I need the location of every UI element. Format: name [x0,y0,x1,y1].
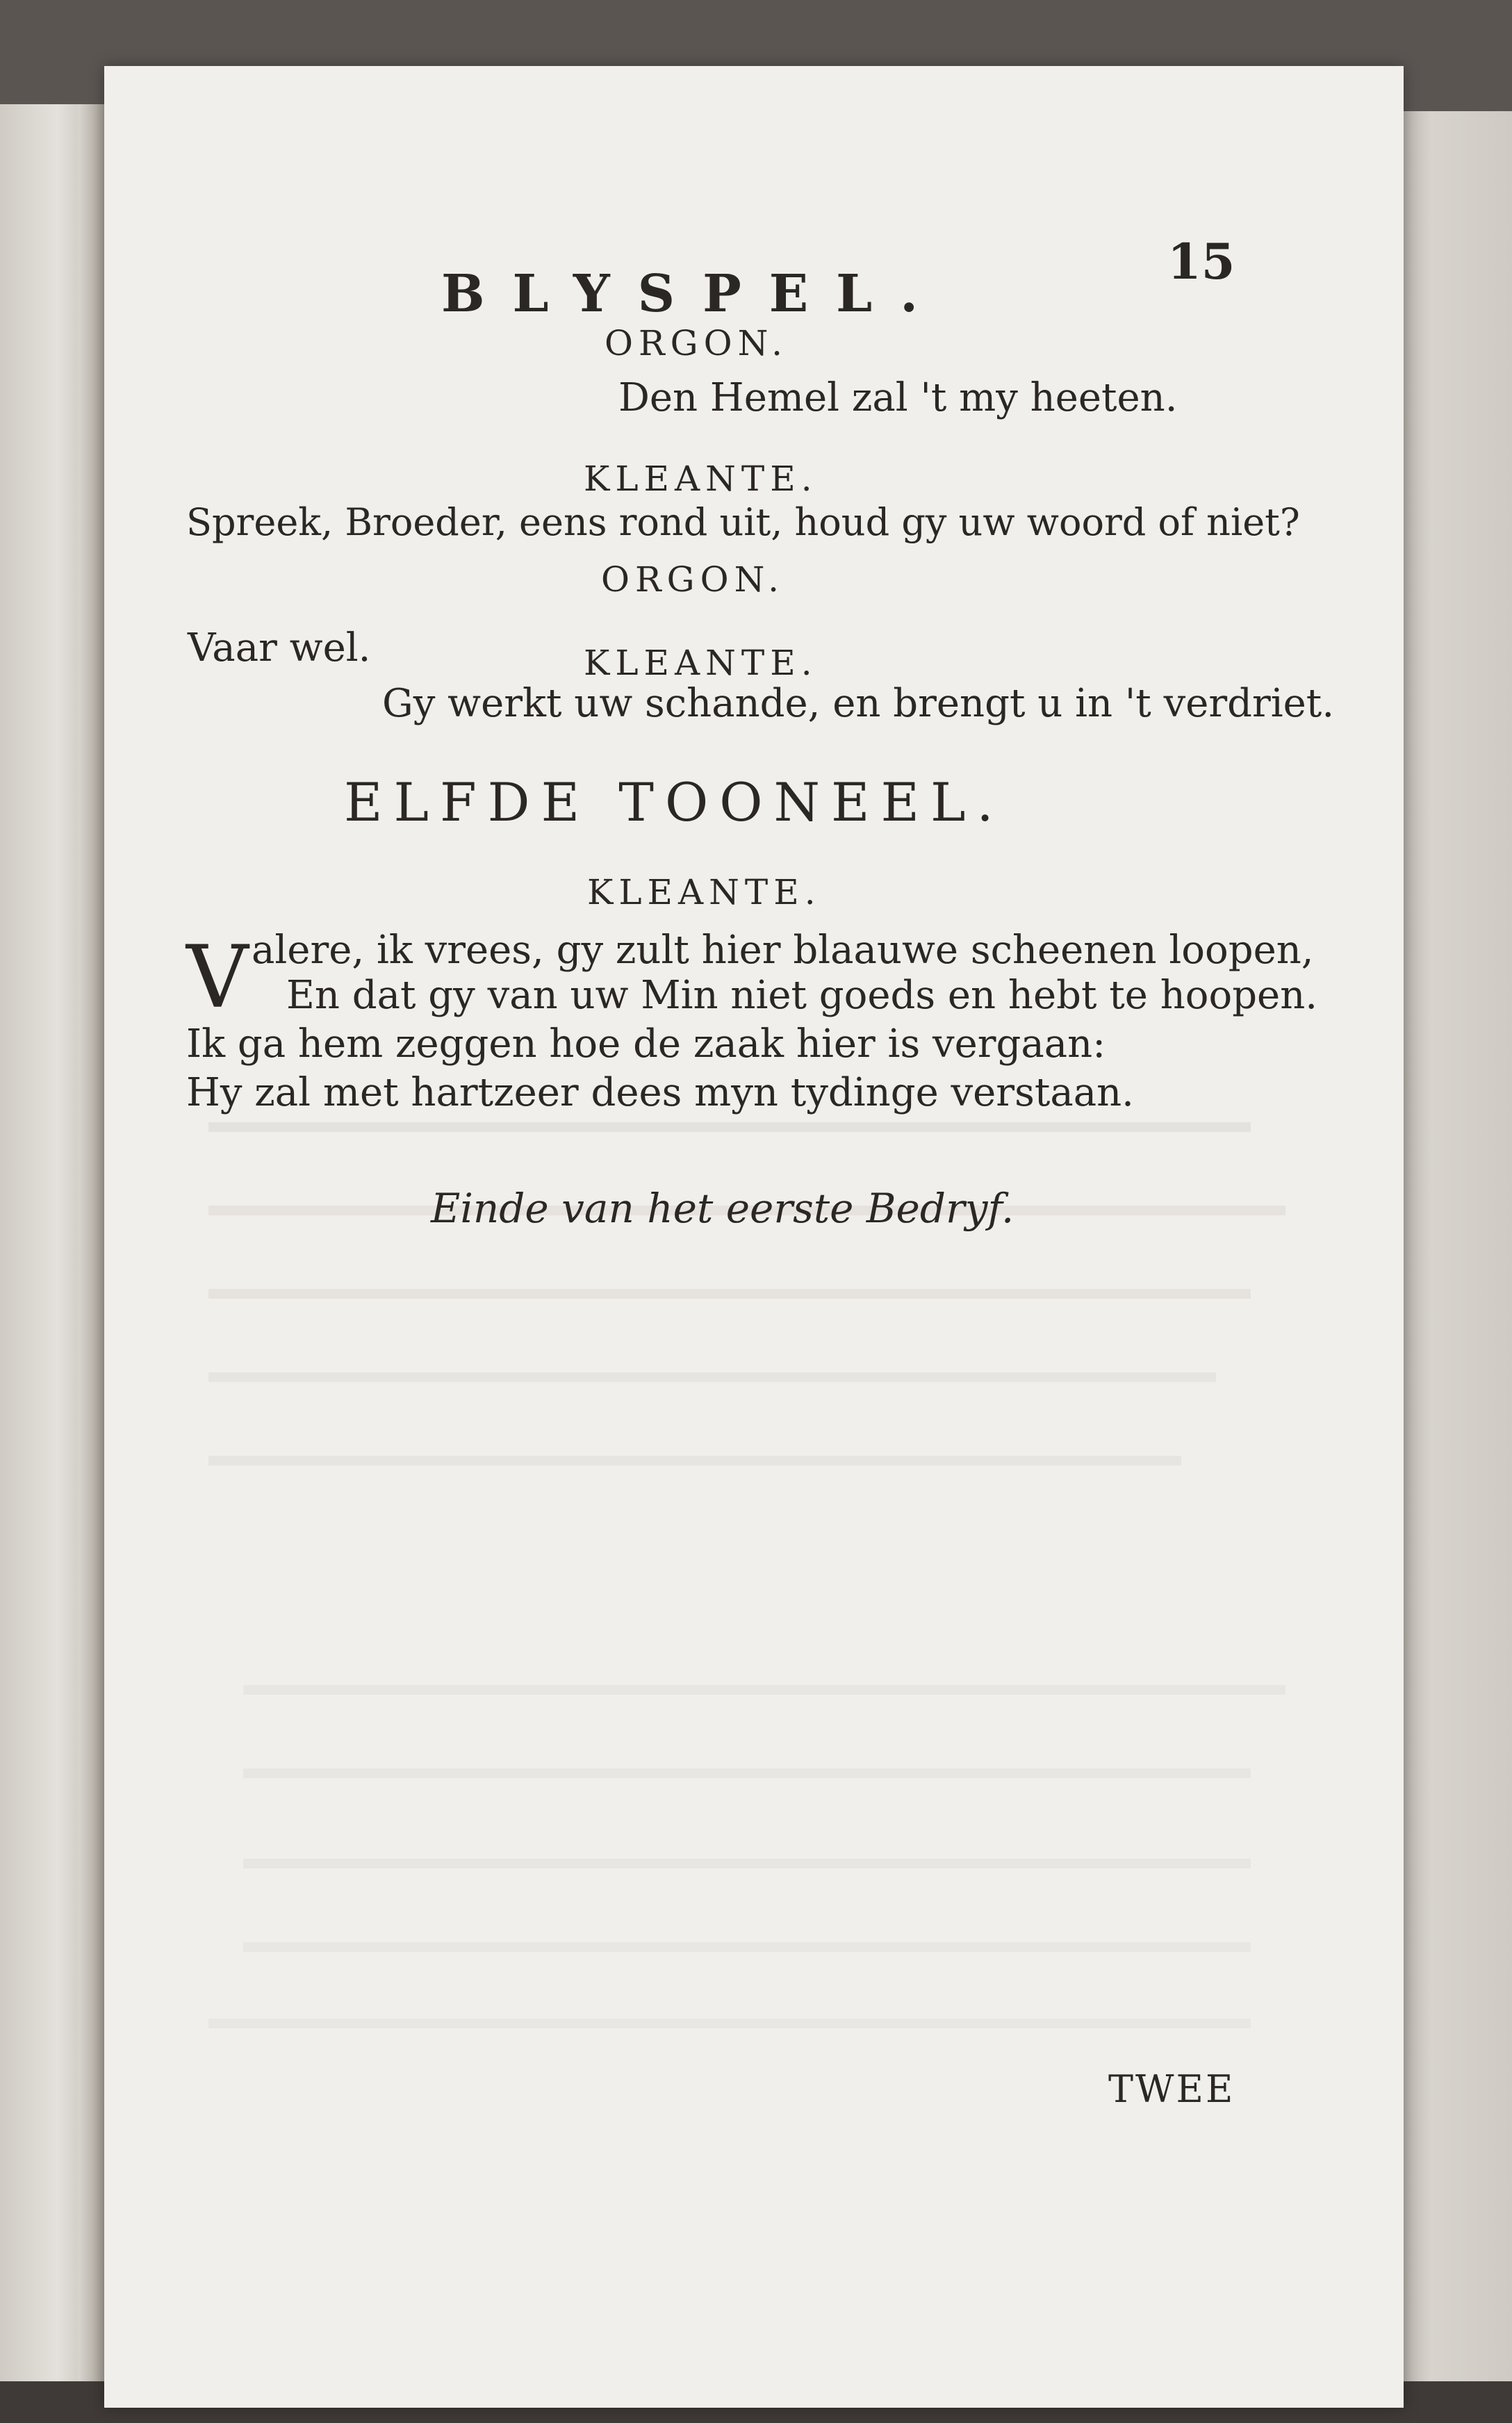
verse-line: alere, ik vrees, gy zult hier blaauwe scheenen loopen, [252,928,1314,973]
show-through-texture [208,1456,1181,1465]
show-through-texture [208,1289,1251,1299]
end-of-act: Einde van het eerste Bedryf. [431,1185,1014,1232]
verse-line: Den Hemel zal 't my heeten. [618,375,1178,420]
running-head: BLYSPEL. [441,264,946,324]
show-through-texture [243,1942,1251,1952]
book-page [104,66,1404,2408]
book-gutter [78,104,104,2423]
speaker-name: KLEANTE. [587,872,821,912]
speaker-name: ORGON. [605,323,789,363]
show-through-texture [243,1685,1285,1695]
verse-line: Vaar wel. [188,625,371,671]
scene-title: ELFDE TOONEEL. [344,771,1005,833]
page-number: 15 [1167,233,1235,290]
catchword: TWEE [1108,2067,1235,2111]
adjacent-left-page [0,104,104,2423]
verse-line: Gy werkt uw schande, en brengt u in 't verdriet. [382,681,1335,726]
verse-line: En dat gy van uw Min niet goeds en hebt te hoopen. [286,973,1318,1018]
speaker-name: KLEANTE. [584,459,818,499]
show-through-texture [243,1768,1251,1778]
drop-cap: V [186,928,249,1028]
show-through-texture [208,1372,1216,1382]
show-through-texture [243,1859,1251,1868]
verse-line: Hy zal met hartzeer dees myn tydinge verstaan. [186,1070,1134,1115]
show-through-texture [208,2019,1251,2028]
show-through-texture [208,1122,1251,1132]
verse-line: Spreek, Broeder, eens rond uit, houd gy uw woord of niet? [186,500,1300,544]
adjacent-right-page-edge [1387,111,1512,2423]
verse-line: Ik ga hem zeggen hoe de zaak hier is vergaan: [186,1021,1106,1067]
speaker-name: KLEANTE. [584,643,818,683]
speaker-name: ORGON. [601,559,785,600]
